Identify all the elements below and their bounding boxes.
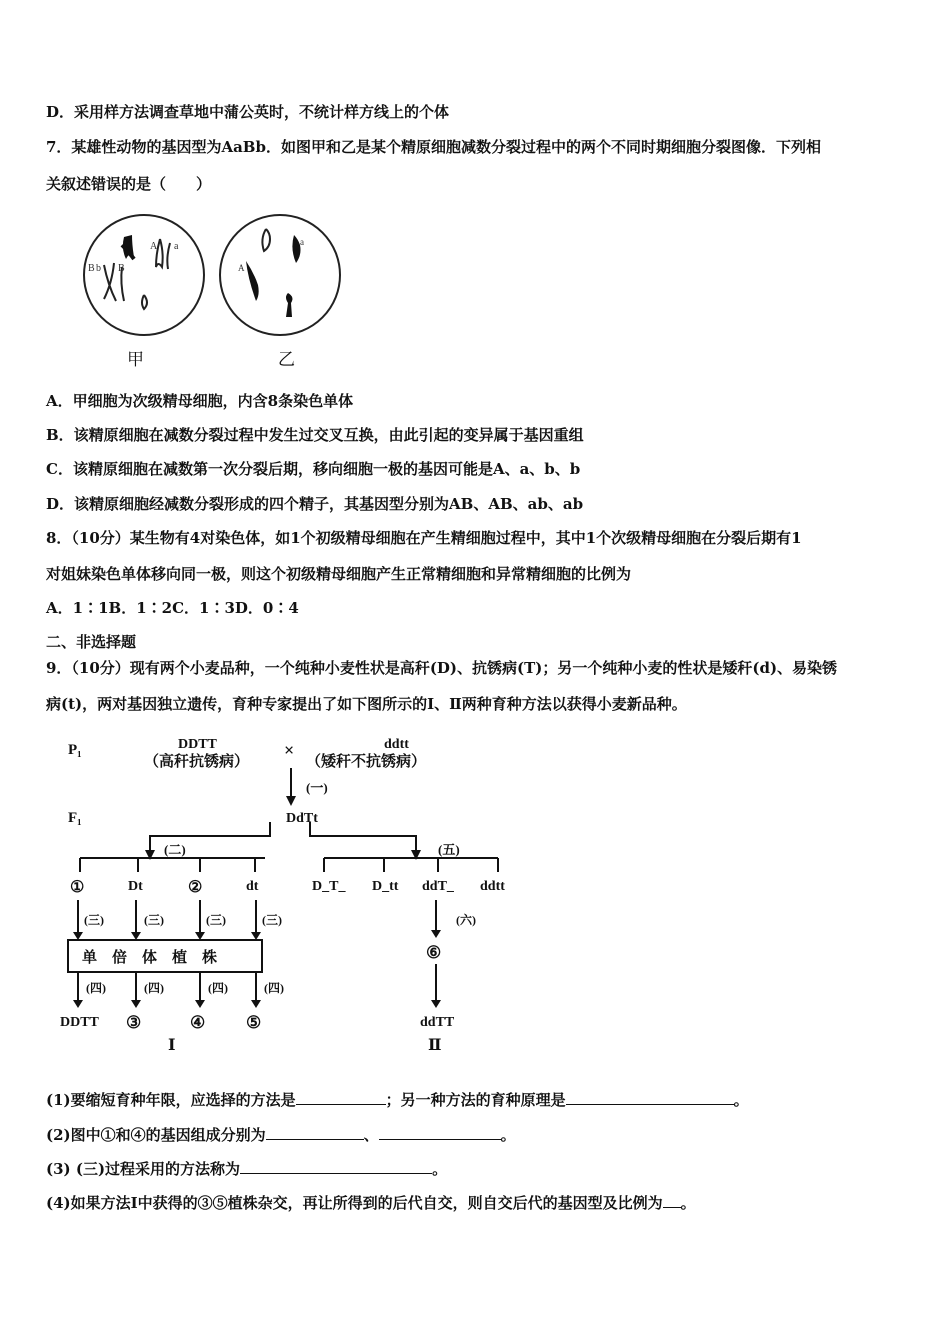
parent2-trait: （矮秆不抗锈病） [306, 754, 427, 770]
q9-sub4-text-b: 。 [680, 1194, 696, 1212]
arrows-step3 [78, 900, 256, 936]
gene-label: B [118, 263, 125, 274]
q9-sub1 [46, 1090, 749, 1110]
method-II-label: Ⅱ [428, 1037, 442, 1054]
p1-label: P₁ [68, 742, 82, 758]
circle-6: ⑥ [426, 943, 442, 962]
q9-stem-line1: 9．（10分）现有两个小麦品种，一个纯种小麦性状是高秆(D)、抗锈病(T)；另一个纯种小麦的性状是矮秆(d)、易染锈 [46, 659, 838, 677]
step3-label: (三) [84, 913, 104, 927]
cell-yi-outline [220, 215, 340, 335]
answer-blank[interactable] [240, 1159, 432, 1174]
f1-genotype: DdTt [286, 811, 318, 826]
gamete: ② [188, 879, 203, 896]
haploid-box-label: 单 倍 体 植 株 [82, 950, 218, 966]
answer-blank[interactable] [266, 1125, 364, 1140]
q8-stem-line2: 对姐妹染色单体移向同一极，则这个初级精母细胞产生正常精细胞和异常精细胞的比例为 [46, 565, 632, 583]
cell-jia-outline [84, 215, 204, 335]
step4-label: (四) [86, 981, 106, 995]
q7-option-a: A．甲细胞为次级精母细胞，内含8条染色单体 [46, 392, 354, 410]
cross-symbol: × [284, 740, 295, 760]
parent1-genotype: DDTT [178, 737, 217, 752]
q8-options: A．1∶1B．1∶2C．1∶3D．0∶4 [46, 599, 299, 617]
f2-type: D_tt [372, 879, 399, 894]
f2-type: ddtt [480, 879, 505, 894]
parent2-genotype: ddtt [384, 737, 409, 752]
result-I: ③ [126, 1013, 142, 1032]
chromosome-jia-3 [104, 263, 116, 301]
q7-option-b: B．该精原细胞在减数分裂过程中发生过交叉互换，由此引起的变异属于基因重组 [46, 426, 584, 444]
q7-stem-line1: 7．某雄性动物的基因型为AaBb．如图甲和乙是某个精原细胞减数分裂过程中的两个不同时期细胞分裂图像．下列相 [46, 138, 821, 156]
q8-stem-line1: 8．（10分）某生物有4对染色体，如1个初级精母细胞在产生精细胞过程中，其中1个次级精母细胞在分裂后期有1 [46, 529, 802, 547]
breeding-diagram [60, 730, 530, 1060]
q9-sub3-text-a: (3) (三)过程采用的方法称为 [46, 1160, 241, 1178]
gamete: Dt [128, 879, 143, 894]
branch-step5 [310, 822, 416, 854]
gene-label: B [88, 263, 95, 274]
q9-sub3-text-b: 。 [432, 1160, 448, 1178]
gene-label: a [300, 237, 304, 247]
q9-sub2-text-c: 。 [500, 1126, 516, 1144]
result-II: ddTT [420, 1015, 455, 1030]
answer-blank[interactable] [296, 1090, 386, 1105]
step4-label: (四) [264, 981, 284, 995]
result-I: ⑤ [246, 1013, 262, 1032]
step3-label: (三) [144, 913, 164, 927]
answer-blank[interactable] [663, 1193, 681, 1208]
q7-option-d: D．该精原细胞经减数分裂形成的四个精子，其基因型分别为AB、AB、ab、ab [46, 495, 584, 513]
result-I: ④ [190, 1013, 206, 1032]
step4-label: (四) [144, 981, 164, 995]
q6-option-d: D．采用样方法调查草地中蒲公英时，不统计样方线上的个体 [46, 103, 450, 121]
section-title: 二、非选择题 [46, 633, 137, 651]
step1-label: (一) [306, 780, 328, 795]
result-I: DDTT [60, 1015, 99, 1030]
step3-label: (三) [206, 913, 226, 927]
caption-jia: 甲 [127, 350, 144, 370]
step4-label: (四) [208, 981, 228, 995]
q9-sub1-text-a: (1)要缩短育种年限，应选择的方法是 [46, 1091, 296, 1109]
arrow-head [286, 796, 296, 806]
q9-sub4 [46, 1193, 696, 1213]
q7-option-c: C．该精原细胞在减数第一次分裂后期，移向细胞一极的基因可能是A、a、b、b [46, 460, 581, 478]
caption-yi: 乙 [278, 350, 295, 370]
chromosome-jia-4 [142, 295, 147, 309]
q7-stem-line2: 关叙述错误的是（ ） [46, 175, 212, 193]
step6-label: (六) [456, 913, 476, 927]
gamete: ① [70, 879, 85, 896]
q9-stem-line2: 病(t)，两对基因独立遗传，育种专家提出了如下图所示的Ⅰ、Ⅱ两种育种方法以获得小麦新品种。 [46, 695, 687, 713]
f2-type: D_T_ [312, 879, 346, 894]
q9-sub2 [46, 1125, 516, 1145]
answer-blank[interactable] [566, 1090, 734, 1105]
chromosome-yi-3 [246, 261, 259, 301]
q9-sub3 [46, 1159, 447, 1179]
gene-label: A [150, 241, 158, 252]
q9-sub1-text-b: ；另一种方法的育种原理是 [385, 1091, 566, 1109]
cell-division-figure [80, 205, 350, 345]
step5-label: (五) [438, 842, 460, 857]
f1-label: F₁ [68, 810, 82, 826]
chromosome-yi-1 [262, 229, 270, 251]
q9-sub1-text-c: 。 [733, 1091, 749, 1109]
step3-label: (三) [262, 913, 282, 927]
q7-figure [80, 205, 350, 375]
gene-label: A [238, 263, 245, 273]
answer-blank[interactable] [379, 1125, 501, 1140]
q9-sub2-text-b: 、 [363, 1126, 379, 1144]
gene-label: b [96, 263, 101, 274]
chromosome-yi-4 [286, 293, 292, 317]
q9-sub2-text-a: (2)图中①和④的基因组成分别为 [46, 1126, 266, 1144]
gene-label: a [174, 241, 179, 252]
q9-sub4-text-a: (4)如果方法Ⅰ中获得的③⑤植株杂交，再让所得到的后代自交，则自交后代的基因型及比例为 [46, 1194, 663, 1212]
method-I-label: Ⅰ [168, 1037, 176, 1054]
parent1-trait: （高秆抗锈病） [144, 754, 250, 770]
gamete: dt [246, 879, 259, 894]
step2-label: (二) [164, 842, 186, 857]
f2-type: ddT_ [422, 879, 454, 894]
